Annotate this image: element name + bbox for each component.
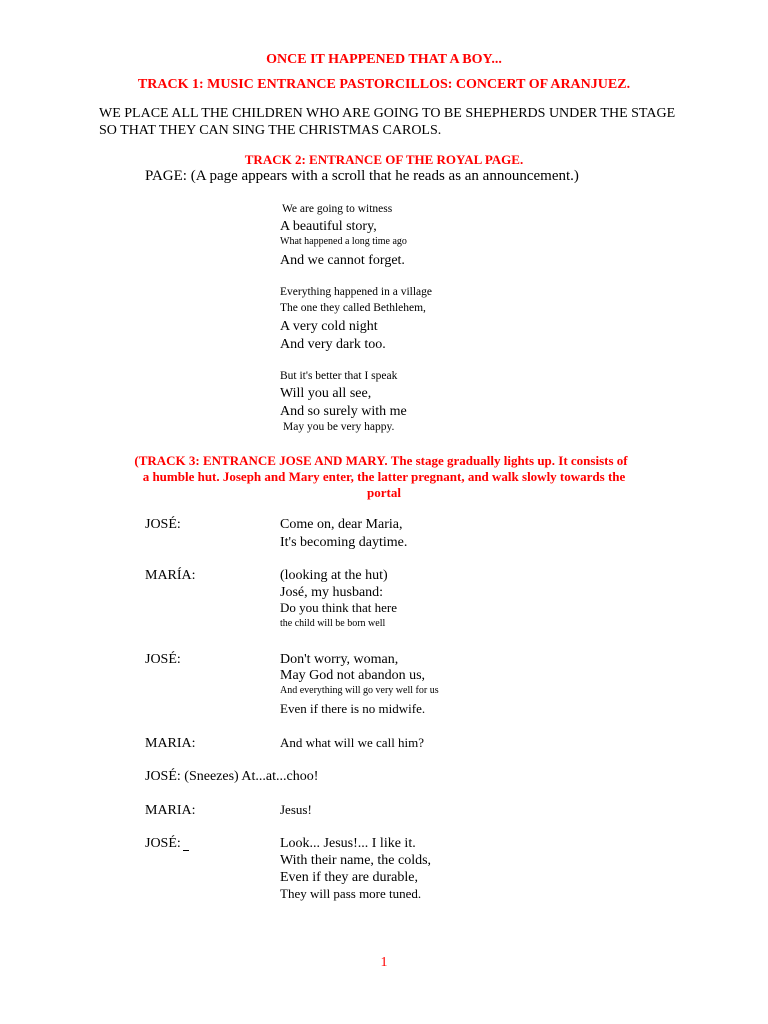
track-1-cue: TRACK 1: MUSIC ENTRANCE PASTORCILLOS: CONCERT OF ARANJUEZ.: [137, 77, 631, 92]
dialogue-line: And everything will go very well for us: [280, 685, 439, 696]
poem-line: And very dark too.: [280, 337, 386, 352]
dialogue-line: They will pass more tuned.: [280, 886, 422, 901]
jose-sneeze-line: JOSÉ: (Sneezes) At...at...choo!: [145, 769, 319, 784]
dialogue-line: Even if there is no midwife.: [280, 701, 426, 716]
speaker-jose: JOSÉ:: [145, 836, 181, 851]
page-number: 1: [380, 955, 388, 970]
speaker-maria: MARÍA:: [145, 568, 196, 583]
poem-line: A beautiful story,: [280, 219, 377, 234]
poem-line: Everything happened in a village: [280, 286, 433, 298]
dialogue-line: And what will we call him?: [280, 735, 425, 750]
dialogue-line: Jesus!: [280, 802, 312, 817]
poem-line: We are going to witness: [282, 203, 393, 215]
dialogue-line: May God not abandon us,: [280, 668, 426, 683]
track-3-cue-line-3: portal: [367, 485, 401, 500]
poem-line: What happened a long time ago: [280, 236, 407, 247]
dialogue-line: It's becoming daytime.: [280, 535, 408, 550]
poem-line: Will you all see,: [280, 386, 372, 401]
poem-line: A very cold night: [280, 319, 378, 334]
dialogue-line: Don't worry, woman,: [280, 652, 399, 667]
dialogue-line: Come on, dear Maria,: [280, 517, 403, 532]
track-3-cue-line-1: (TRACK 3: ENTRANCE JOSE AND MARY. The stage gradually lights up. It consists of: [134, 453, 628, 468]
poem-line: But it's better that I speak: [280, 370, 398, 382]
speaker-maria: MARIA:: [145, 803, 196, 818]
dialogue-line: the child will be born well: [280, 618, 386, 629]
poem-line: And so surely with me: [280, 404, 407, 419]
speaker-maria: MARIA:: [145, 736, 196, 751]
dialogue-line: Do you think that here: [280, 600, 397, 615]
speaker-jose: JOSÉ:: [145, 517, 181, 532]
dialogue-line: (looking at the hut): [280, 568, 388, 583]
dialogue-line: José, my husband:: [280, 585, 384, 600]
poem-line: The one they called Bethlehem,: [280, 302, 426, 314]
intro-line-1: WE PLACE ALL THE CHILDREN WHO ARE GOING TO BE SHEPHERDS UNDER THE STAGE: [99, 106, 676, 121]
track-2-cue: TRACK 2: ENTRANCE OF THE ROYAL PAGE.: [244, 152, 524, 167]
dialogue-line: Even if they are durable,: [280, 870, 418, 885]
script-title: ONCE IT HAPPENED THAT A BOY...: [266, 52, 502, 67]
dialogue-line: With their name, the colds,: [280, 853, 432, 868]
underscore-mark: [183, 850, 189, 851]
dialogue-line: Look... Jesus!... I like it.: [280, 836, 416, 851]
page-stage-direction: PAGE: (A page appears with a scroll that he reads as an announcement.): [145, 168, 579, 184]
speaker-jose: JOSÉ:: [145, 652, 181, 667]
track-3-cue-line-2: a humble hut. Joseph and Mary enter, the latter pregnant, and walk slowly towards the: [142, 469, 626, 484]
intro-line-2: SO THAT THEY CAN SING THE CHRISTMAS CAROLS.: [99, 123, 442, 138]
poem-line: May you be very happy.: [283, 421, 395, 433]
poem-line: And we cannot forget.: [280, 253, 405, 268]
